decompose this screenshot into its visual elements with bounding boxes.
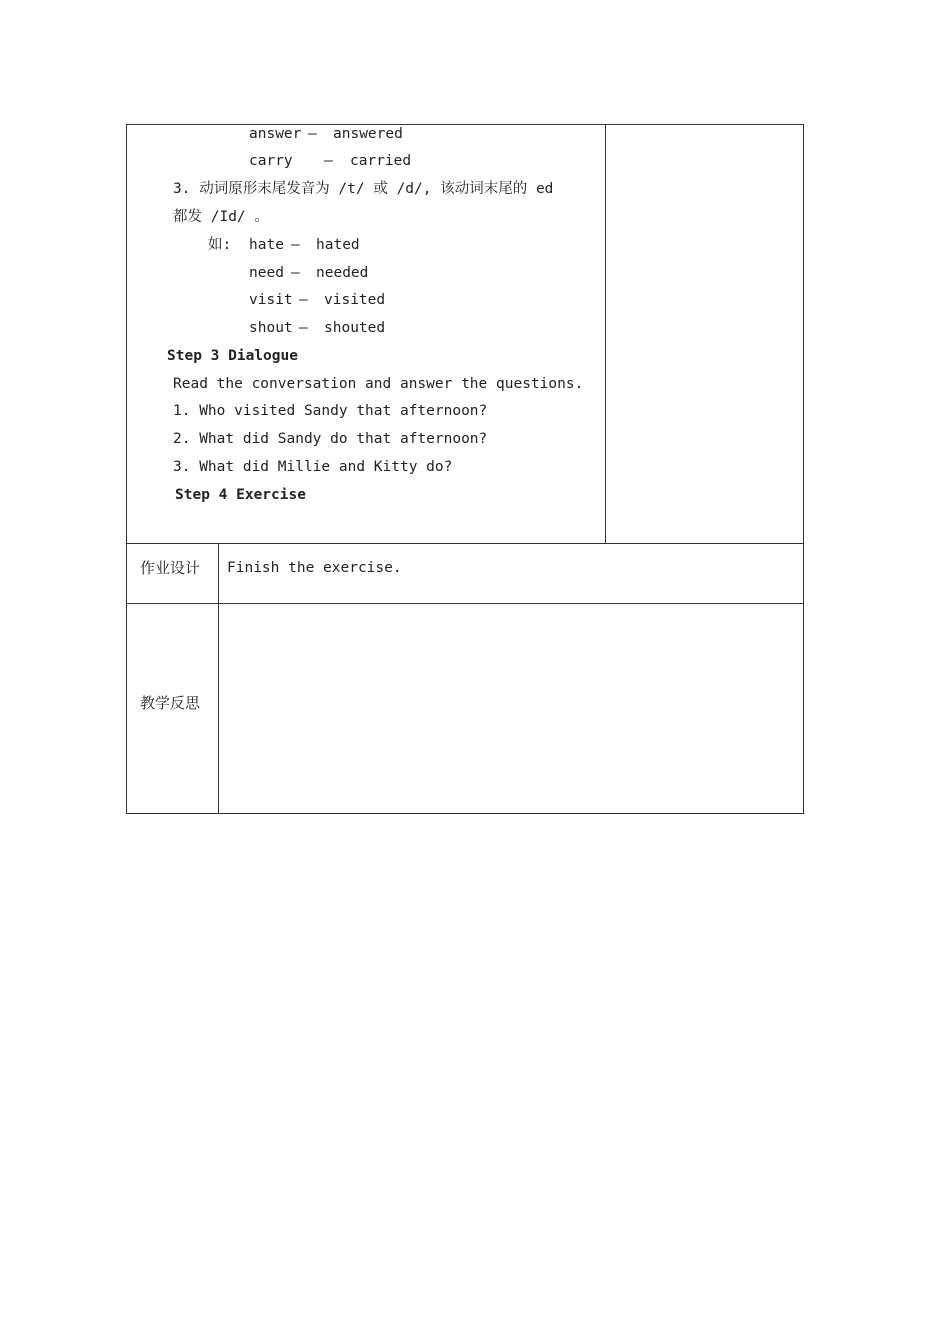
example-past: shouted [324, 320, 386, 336]
example-verb: hate [249, 237, 284, 253]
example-dash: — [299, 292, 308, 308]
lesson-plan-table [126, 124, 804, 814]
homework-content: Finish the exercise. [227, 560, 402, 576]
example-dash: — [299, 320, 308, 336]
example-past: visited [324, 292, 386, 308]
question-item: 3. What did Millie and Kitty do? [173, 459, 453, 475]
example-past: needed [316, 265, 369, 281]
homework-label: 作业设计 [140, 559, 201, 577]
example-dash: — [291, 237, 300, 253]
example-verb: shout [249, 320, 293, 336]
column-divider-labels [218, 544, 219, 814]
step3-title: Step 3 Dialogue [167, 348, 298, 364]
example-past: answered [333, 126, 403, 142]
example-verb: need [249, 265, 284, 281]
table-border-right [803, 124, 804, 814]
example-verb: visit [249, 292, 293, 308]
row-divider-homework [126, 543, 804, 544]
step4-title: Step 4 Exercise [175, 487, 306, 503]
example-dash: — [291, 265, 300, 281]
question-item: 1. Who visited Sandy that afternoon? [173, 403, 488, 419]
table-border-bottom [126, 813, 804, 814]
rule3-line2: 都发 /Id/ 。 [173, 209, 269, 225]
example-past: hated [316, 237, 360, 253]
example-verb: carry [249, 153, 293, 169]
example-dash: — [324, 153, 333, 169]
example-dash: — [308, 126, 317, 142]
rule3-line1: 3. 动词原形末尾发音为 /t/ 或 /d/, 该动词末尾的 ed [173, 181, 554, 197]
example-verb: answer [249, 126, 302, 142]
reflection-label: 教学反思 [140, 694, 201, 712]
step3-instruction: Read the conversation and answer the questions. [173, 376, 584, 392]
notes-cell [606, 125, 803, 543]
reflection-content [226, 605, 796, 805]
question-item: 2. What did Sandy do that afternoon? [173, 431, 488, 447]
example-past: carried [350, 153, 412, 169]
rule3-prefix: 如: [208, 237, 232, 253]
row-divider-reflection [126, 603, 804, 604]
table-border-left [126, 124, 127, 814]
